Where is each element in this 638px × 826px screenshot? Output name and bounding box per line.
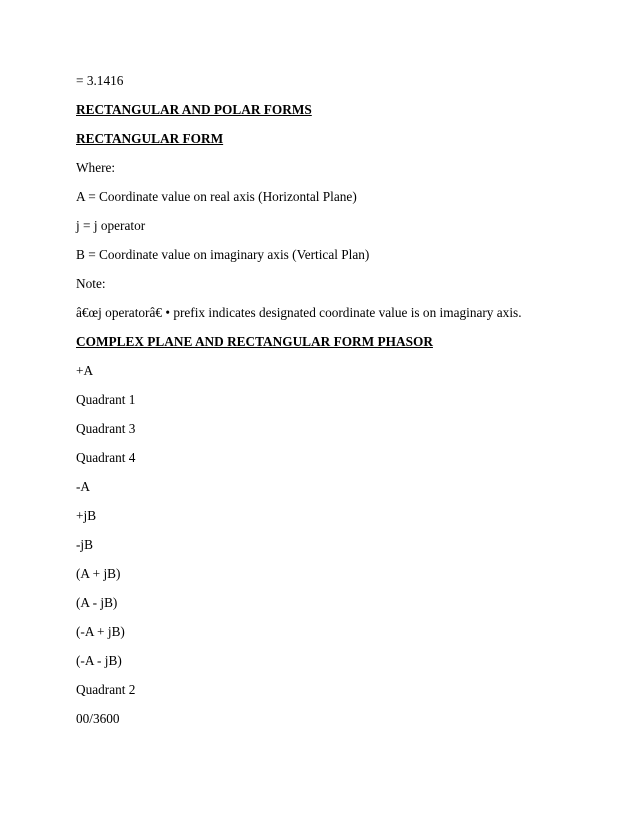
- label-plus-a: +A: [76, 363, 94, 378]
- label-plus-jb: +jB: [76, 508, 97, 523]
- label-angle-range: 00/3600: [76, 711, 120, 726]
- heading-complex-plane: COMPLEX PLANE AND RECTANGULAR FORM PHASOR: [76, 334, 433, 349]
- heading-rectangular-and-polar-forms: RECTANGULAR AND POLAR FORMS: [76, 102, 312, 117]
- where-label: Where:: [76, 160, 116, 175]
- label-neg-a-plus-jb: (-A + jB): [76, 624, 125, 639]
- label-minus-jb: -jB: [76, 537, 93, 552]
- label-quadrant-3: Quadrant 3: [76, 421, 136, 436]
- label-a-minus-jb: (A - jB): [76, 595, 118, 610]
- label-neg-a-minus-jb: (-A - jB): [76, 653, 122, 668]
- note-label: Note:: [76, 276, 106, 291]
- definition-b: B = Coordinate value on imaginary axis (Vertical Plan): [76, 247, 370, 262]
- note-text: â€œj operatorâ€ • prefix indicates designated coordinate value is on imaginary axis.: [76, 305, 522, 320]
- heading-rectangular-form: RECTANGULAR FORM: [76, 131, 224, 146]
- definition-j: j = j operator: [76, 218, 146, 233]
- label-quadrant-1: Quadrant 1: [76, 392, 136, 407]
- label-minus-a: -A: [76, 479, 91, 494]
- label-a-plus-jb: (A + jB): [76, 566, 121, 581]
- label-quadrant-2: Quadrant 2: [76, 682, 136, 697]
- label-quadrant-4: Quadrant 4: [76, 450, 136, 465]
- definition-a: A = Coordinate value on real axis (Horizontal Plane): [76, 189, 357, 204]
- pi-value-text: = 3.1416: [76, 73, 124, 88]
